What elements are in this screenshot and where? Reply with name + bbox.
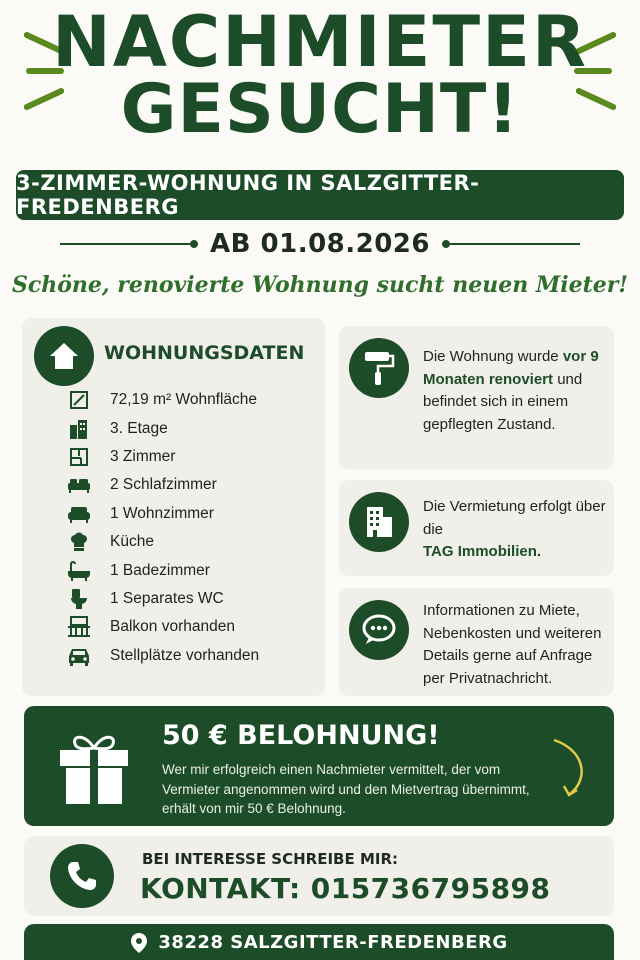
car-icon xyxy=(66,645,92,667)
renovation-highlight: vor 9 Monaten renoviert xyxy=(423,348,599,388)
list-item xyxy=(66,528,259,556)
bed-icon xyxy=(66,474,92,496)
landlord-text xyxy=(423,496,608,564)
fact-label: Küche xyxy=(110,533,154,551)
availability-date: AB 01.08.2026 xyxy=(210,229,430,259)
title-line-2: GESUCHT! xyxy=(120,70,520,149)
reward-text: Wer mir erfolgreich einen Nachmieter vermittelt, der vom Vermieter angenommen wird und den Mietvertrag übernimmt, erhält von mir 50 € Belohnung. xyxy=(162,762,530,816)
location-banner xyxy=(24,924,614,960)
chef-hat-icon xyxy=(66,531,92,553)
renovation-text xyxy=(423,346,608,436)
fact-label: 2 Schlafzimmer xyxy=(110,476,217,494)
landlord-card xyxy=(339,480,614,576)
contact-prefix: KONTAKT: xyxy=(140,872,301,905)
landlord-text-pre: Die Vermietung erfolgt über die xyxy=(423,498,606,538)
fact-label: 72,19 m² Wohnfläche xyxy=(110,391,258,409)
gift-icon xyxy=(54,730,134,806)
bathtub-icon xyxy=(66,560,92,582)
contact-label: BEI INTERESSE SCHREIBE MIR: xyxy=(142,850,398,868)
renovation-text-post: und befindet sich in einem gepflegten Zustand. xyxy=(423,370,583,433)
house-icon xyxy=(34,326,94,386)
details-text: Informationen zu Miete, Nebenkosten und weiteren Details gerne auf Anfrage per Privatnachricht. xyxy=(423,602,602,687)
fact-label: 3 Zimmer xyxy=(110,447,176,465)
list-item xyxy=(66,443,259,471)
date-row xyxy=(60,226,580,262)
reward-title: 50 € BELOHNUNG! xyxy=(162,720,440,751)
divider-right xyxy=(444,243,580,245)
fact-label: 1 Wohnzimmer xyxy=(110,504,214,522)
landlord-highlight: TAG Immobilien. xyxy=(423,543,542,560)
building-icon xyxy=(66,418,92,440)
fact-label: 1 Badezimmer xyxy=(110,561,210,579)
list-item xyxy=(66,471,259,499)
subtitle-banner: 3-ZIMMER-WOHNUNG IN SALZGITTER-FREDENBERG xyxy=(16,170,624,220)
apartment-data-card xyxy=(22,318,325,696)
page-title xyxy=(0,1,640,149)
location-text: 38228 SALZGITTER-FREDENBERG xyxy=(158,932,508,953)
fact-label: 3. Etage xyxy=(110,419,168,437)
list-item xyxy=(66,556,259,584)
location-pin-icon xyxy=(130,932,148,954)
list-item xyxy=(66,585,259,613)
contact-number[interactable]: 015736795898 xyxy=(310,872,551,905)
phone-icon xyxy=(50,844,114,908)
tagline: Schöne, renovierte Wohnung sucht neuen Mieter! xyxy=(11,272,629,298)
chat-bubble-icon xyxy=(349,600,409,660)
list-item xyxy=(66,414,259,442)
list-item xyxy=(66,500,259,528)
office-building-icon xyxy=(349,492,409,552)
list-item xyxy=(66,386,259,414)
area-icon xyxy=(66,389,92,411)
contact-card xyxy=(24,836,614,916)
renovation-text-pre: Die Wohnung wurde xyxy=(423,348,559,365)
list-item xyxy=(66,613,259,641)
fact-label: Balkon vorhanden xyxy=(110,618,235,636)
balcony-icon xyxy=(66,616,92,638)
paint-roller-icon xyxy=(349,338,409,398)
fact-label: 1 Separates WC xyxy=(110,589,224,607)
sofa-icon xyxy=(66,503,92,525)
divider-left xyxy=(60,243,196,245)
curved-arrow-icon xyxy=(544,734,594,804)
title-line-1: NACHMIETER xyxy=(52,1,588,83)
list-item xyxy=(66,642,259,670)
details-card xyxy=(339,588,614,696)
apartment-data-heading: WOHNUNGSDATEN xyxy=(104,342,305,364)
floorplan-icon xyxy=(66,446,92,468)
contact-phone[interactable] xyxy=(140,872,561,905)
reward-banner xyxy=(24,706,614,826)
renovation-card xyxy=(339,326,614,469)
fact-label: Stellplätze vorhanden xyxy=(110,646,260,664)
apartment-facts-list xyxy=(66,386,259,670)
toilet-icon xyxy=(66,588,92,610)
